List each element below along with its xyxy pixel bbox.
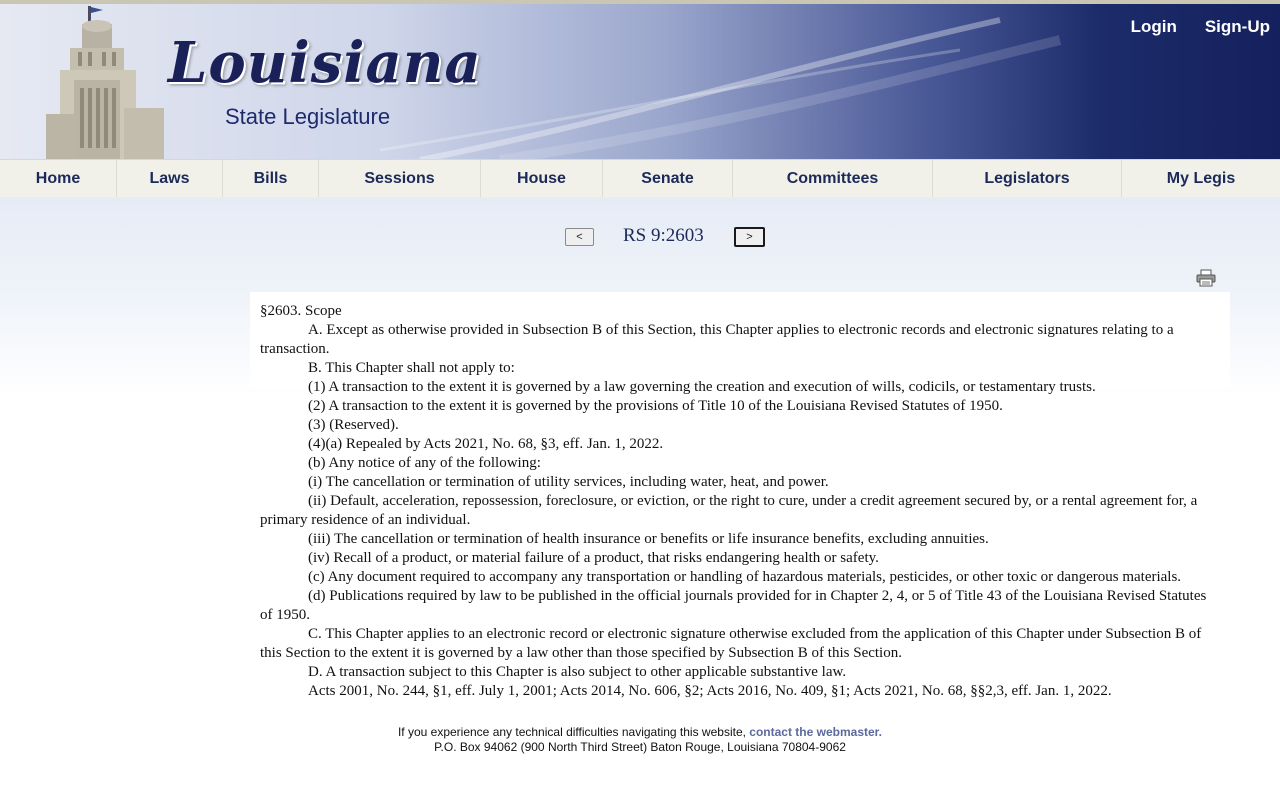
login-link[interactable]: Login xyxy=(1130,17,1177,36)
statute-paragraph: C. This Chapter applies to an electronic record or electronic signature otherwise excluded from the application of this Chapter under Subsection B of this Section to the extent it is governed by a law other than those specified by Subsection B of this Section. xyxy=(260,626,1202,661)
statute-pager xyxy=(0,226,1280,252)
auth-links xyxy=(1131,17,1270,37)
logo-wordmark[interactable]: Louisiana xyxy=(168,30,482,96)
nav-item-sessions[interactable]: Sessions xyxy=(319,160,481,197)
statute-paragraph: (d) Publications required by law to be published in the official journals provided for in Chapter 2, 4, or 5 of Title 43 of the Louisiana Revised Statutes of 1950. xyxy=(260,588,1207,623)
statute-paragraph: (ii) Default, acceleration, repossession, foreclosure, or eviction, or the right to cure, under a credit agreement secured by, or a rental agreement for, a primary residence of an individual. xyxy=(260,493,1198,528)
signup-link[interactable]: Sign-Up xyxy=(1204,17,1270,36)
statute-paragraph: (iii) The cancellation or termination of health insurance or benefits or life insurance benefits, excluding annuities. xyxy=(308,531,989,547)
statute-paragraph: (c) Any document required to accompany any transportation or handling of hazardous materials, pesticides, or other toxic or dangerous materials. xyxy=(308,569,1182,585)
nav-item-my-legis[interactable]: My Legis xyxy=(1166,170,1236,187)
footer-address: P.O. Box 94062 (900 North Third Street) Baton Rouge, Louisiana 70804-9062 xyxy=(434,740,846,754)
contact-webmaster-link[interactable]: contact the webmaster. xyxy=(749,725,883,739)
nav-item-house[interactable]: House xyxy=(481,160,603,197)
site-header xyxy=(0,0,1280,160)
statute-history-note: Acts 2001, No. 244, §1, eff. July 1, 2001; Acts 2014, No. 606, §2; Acts 2016, No. 409, §1; Acts 2021, No. 68, §§2,3, eff. Jan. 1, 2022. xyxy=(308,683,1112,699)
statute-paragraph: (iv) Recall of a product, or material failure of a product, that risks endangering health or safety. xyxy=(308,550,879,566)
site-footer xyxy=(0,725,1280,755)
statute-paragraph: (4)(a) Repealed by Acts 2021, No. 68, §3, eff. Jan. 1, 2022. xyxy=(308,436,664,452)
nav-item-laws[interactable]: Laws xyxy=(117,160,223,197)
logo-subtitle: State Legislature xyxy=(225,104,391,129)
footer-help-text: If you experience any technical difficulties navigating this website, xyxy=(397,725,746,739)
statute-paragraph: (2) A transaction to the extent it is governed by the provisions of Title 10 of the Louisiana Revised Statutes of 1950. xyxy=(308,398,1003,414)
nav-item-bills[interactable]: Bills xyxy=(223,160,319,197)
statute-paragraph: A. Except as otherwise provided in Subsection B of this Section, this Chapter applies to electronic records and electronic signatures relating to a transaction. xyxy=(260,322,1174,357)
nav-item-committees[interactable]: Committees xyxy=(733,160,933,197)
statute-paragraph: (1) A transaction to the extent it is governed by a law governing the creation and execution of wills, codicils, or testamentary trusts. xyxy=(308,379,1096,395)
main-nav xyxy=(0,159,1280,198)
statute-text xyxy=(260,302,1222,701)
nav-item-legislators[interactable]: Legislators xyxy=(933,160,1122,197)
previous-statute-button[interactable]: < xyxy=(565,228,594,246)
statute-paragraph: B. This Chapter shall not apply to: xyxy=(308,360,515,376)
capitol-building-image xyxy=(30,4,170,160)
statute-heading: §2603. Scope xyxy=(260,303,342,319)
statute-title: RS 9:2603 xyxy=(623,225,704,246)
statute-paragraph: (b) Any notice of any of the following: xyxy=(308,455,541,471)
statute-paragraph: (i) The cancellation or termination of utility services, including water, heat, and power. xyxy=(308,474,829,490)
footer-line-1 xyxy=(0,725,1280,740)
nav-item-home[interactable]: Home xyxy=(0,160,117,197)
statute-paragraph: D. A transaction subject to this Chapter is also subject to other applicable substantive law. xyxy=(308,664,847,680)
printer-icon[interactable] xyxy=(1196,269,1216,287)
next-statute-button[interactable]: > xyxy=(734,227,765,247)
statute-paragraph: (3) (Reserved). xyxy=(308,417,399,433)
nav-item-senate[interactable]: Senate xyxy=(603,160,733,197)
